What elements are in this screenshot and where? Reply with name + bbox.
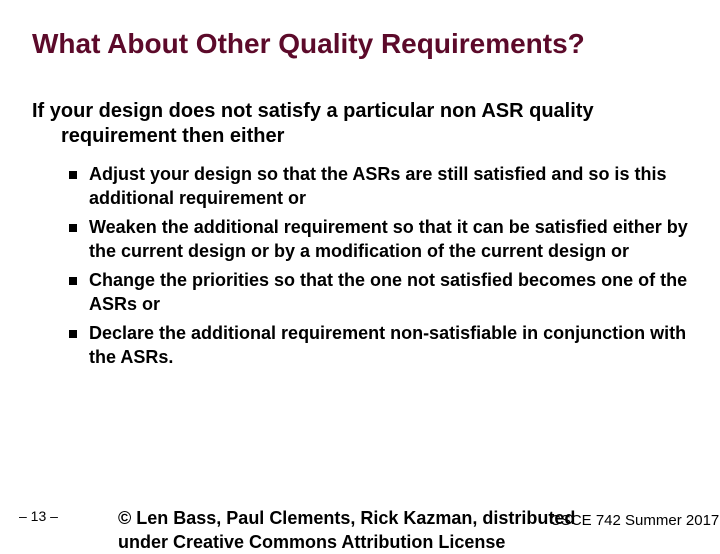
bullet-text: Change the priorities so that the one not satisfied becomes one of the ASRs or	[89, 270, 688, 314]
square-bullet-icon	[69, 277, 77, 285]
page-number: – 13 –	[19, 508, 58, 524]
bullet-item	[69, 215, 694, 263]
square-bullet-icon	[69, 224, 77, 232]
bullet-text: Adjust your design so that the ASRs are still satisfied and so is this additional requirement or	[89, 164, 667, 208]
bullet-item	[69, 162, 694, 210]
bullet-text: Declare the additional requirement non-satisfiable in conjunction with the ASRs.	[89, 323, 687, 367]
square-bullet-icon	[69, 330, 77, 338]
course-label: CSCE 742 Summer 2017	[550, 512, 720, 529]
bullet-text: Weaken the additional requirement so that it can be satisfied either by the current design or by a modification of the current design or	[89, 217, 688, 261]
bullet-list	[69, 162, 694, 374]
slide-title: What About Other Quality Requirements?	[32, 28, 585, 59]
bullet-item	[69, 268, 694, 316]
copyright-notice: © Len Bass, Paul Clements, Rick Kazman, distributed under Creative Commons Attribution License	[118, 508, 576, 552]
bullet-item	[69, 321, 694, 369]
square-bullet-icon	[69, 171, 77, 179]
intro-text: If your design does not satisfy a particular non ASR quality requirement then either	[32, 100, 594, 147]
